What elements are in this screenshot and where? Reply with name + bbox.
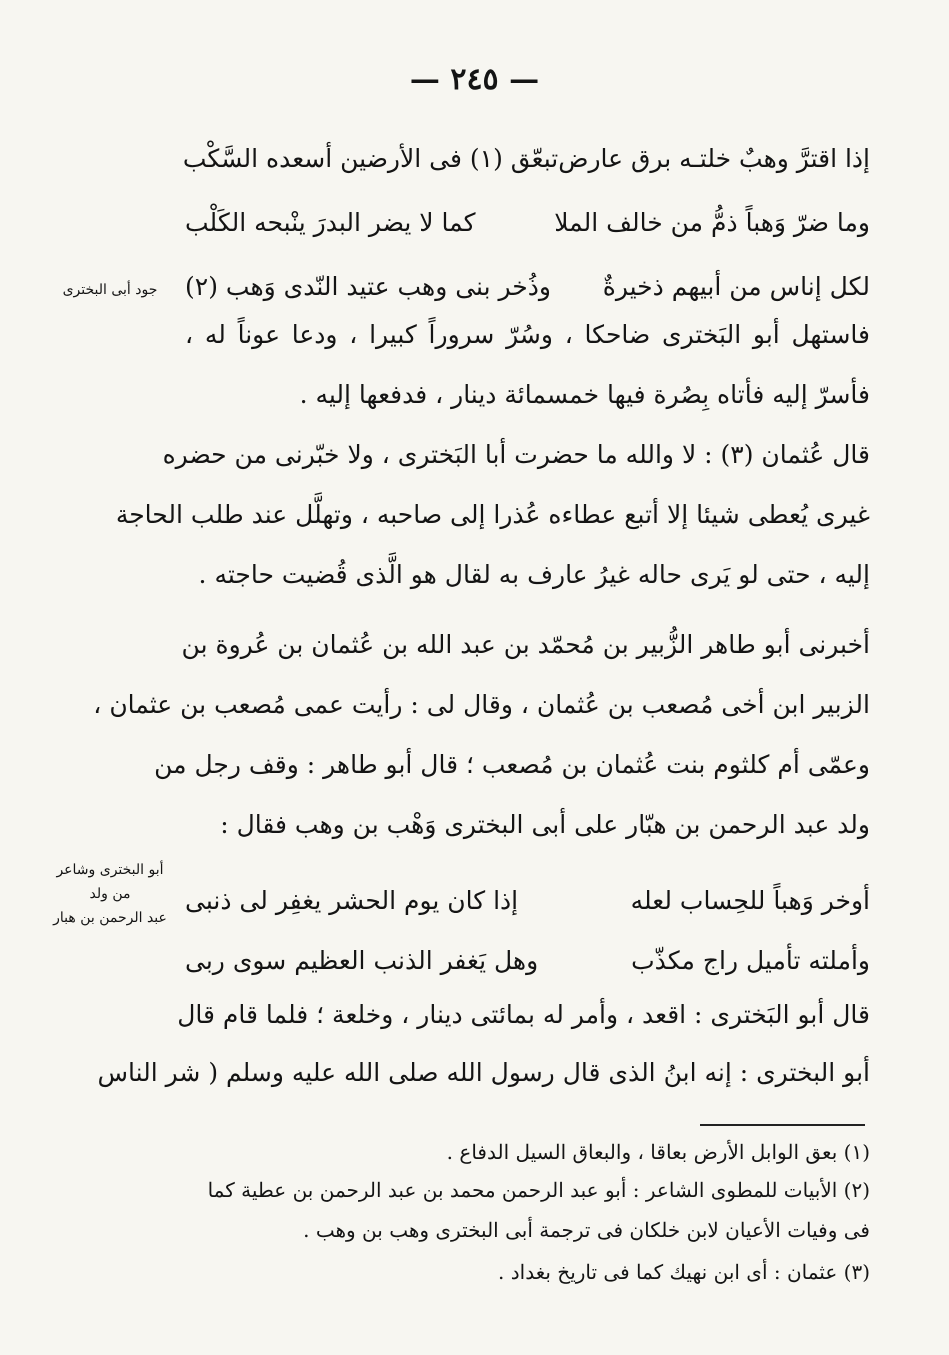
margin-note-text: جود أبى البخترى xyxy=(62,282,158,298)
prose-line: إليه ، حتى لو يَرى حاله غيرُ عارف به لقال هو الَّذى قُضيت حاجته . xyxy=(198,560,870,589)
verse-hemistich-right: وأملته تأميل راج مكذّب xyxy=(631,945,870,975)
footnote: (٢) الأبيات للمطوى الشاعر : أبو عبد الرحمن محمد بن عبد الرحمن بن عطية كما xyxy=(207,1178,870,1202)
footnote: (٣) عثمان : أى ابن نهيك كما فى تاريخ بغداد . xyxy=(498,1260,870,1284)
prose-line: فأسرّ إليه فأتاه بِصُرة فيها خمسمائة دينار ، فدفعها إليه . xyxy=(299,380,870,409)
verse-hemistich-left: كما لا يضر البدرَ ينْبحه الكَلْب xyxy=(185,207,476,237)
verse-line xyxy=(185,256,870,316)
verse-hemistich-left: إذا كان يوم الحشر يغفِر لى ذنبى xyxy=(185,885,519,915)
verse-hemistich-left: وذُخر بنى وهب عتيد النّدى وَهب (٢) xyxy=(185,271,551,301)
prose-line: قال عُثمان (٣) : لا والله ما حضرت أبا البَخترى ، ولا خبّرنى من حضره xyxy=(162,440,870,469)
verse-hemistich-left: تبعّق (١) فى الأرضين أسعده السَّكْب xyxy=(182,143,559,173)
prose-line: فاستهل أبو البَخترى ضاحكا ، وسُرّ سروراً كبيرا ، ودعا عوناً له ، xyxy=(185,320,870,349)
prose-line: الزبير ابن أخى مُصعب بن عُثمان ، وقال لى : رأيت عمى مُصعب بن عثمان ، xyxy=(93,690,870,719)
prose-line: قال أبو البَخترى : اقعد ، وأمر له بمائتى دينار ، وخلعة ؛ فلما قام قال xyxy=(177,1000,870,1029)
margin-note-generosity xyxy=(40,278,180,302)
footnote: فى وفيات الأعيان لابن خلكان فى ترجمة أبى البخترى وهب بن وهب . xyxy=(303,1218,870,1242)
verse-line xyxy=(185,930,870,990)
verse-line xyxy=(182,128,870,188)
verse-hemistich-left: وهل يَغفر الذنب العظيم سوى ربى xyxy=(185,945,539,975)
margin-note-line: عبد الرحمن بن هبار xyxy=(53,910,167,926)
prose-line: ولد عبد الرحمن بن هبّار على أبى البخترى وَهْب بن وهب فقال : xyxy=(220,810,870,839)
verse-line xyxy=(185,192,870,252)
footnote-divider xyxy=(700,1124,865,1126)
margin-note-poet xyxy=(40,858,180,930)
verse-hemistich-right: لكل إناس من أبيهم ذخيرةٌ xyxy=(602,271,870,301)
verse-hemistich-right: إذا اقترَّ وهبٌ خلتـه برق عارض xyxy=(558,143,870,173)
margin-note-line: أبو البخترى وشاعر xyxy=(56,862,164,878)
verse-hemistich-right: أوخر وَهباً للحِساب لعله xyxy=(630,885,870,915)
margin-note-line: من ولد xyxy=(89,886,131,902)
verse-hemistich-right: وما ضرّ وَهباً ذمُّ من خالف الملا xyxy=(554,207,870,237)
prose-line: أبو البخترى : إنه ابنُ الذى قال رسول الله صلى الله عليه وسلم ( شر الناس xyxy=(97,1058,870,1087)
prose-line: وعمّى أم كلثوم بنت عُثمان بن مُصعب ؛ قال أبو طاهر : وقف رجل من xyxy=(154,750,870,779)
prose-line: غيرى يُعطى شيئا إلا أتبع عطاءه عُذرا إلى صاحبه ، وتهلَّل عند طلب الحاجة xyxy=(115,500,870,529)
prose-line: أخبرنى أبو طاهر الزُّبير بن مُحمّد بن عبد الله بن عُثمان بن عُروة بن xyxy=(181,630,870,659)
page-number: — ٢٤٥ — xyxy=(409,62,540,97)
verse-line xyxy=(185,870,870,930)
footnote: (١) بعق الوابل الأرض بعاقا ، والبعاق السيل الدفاع . xyxy=(446,1140,870,1164)
